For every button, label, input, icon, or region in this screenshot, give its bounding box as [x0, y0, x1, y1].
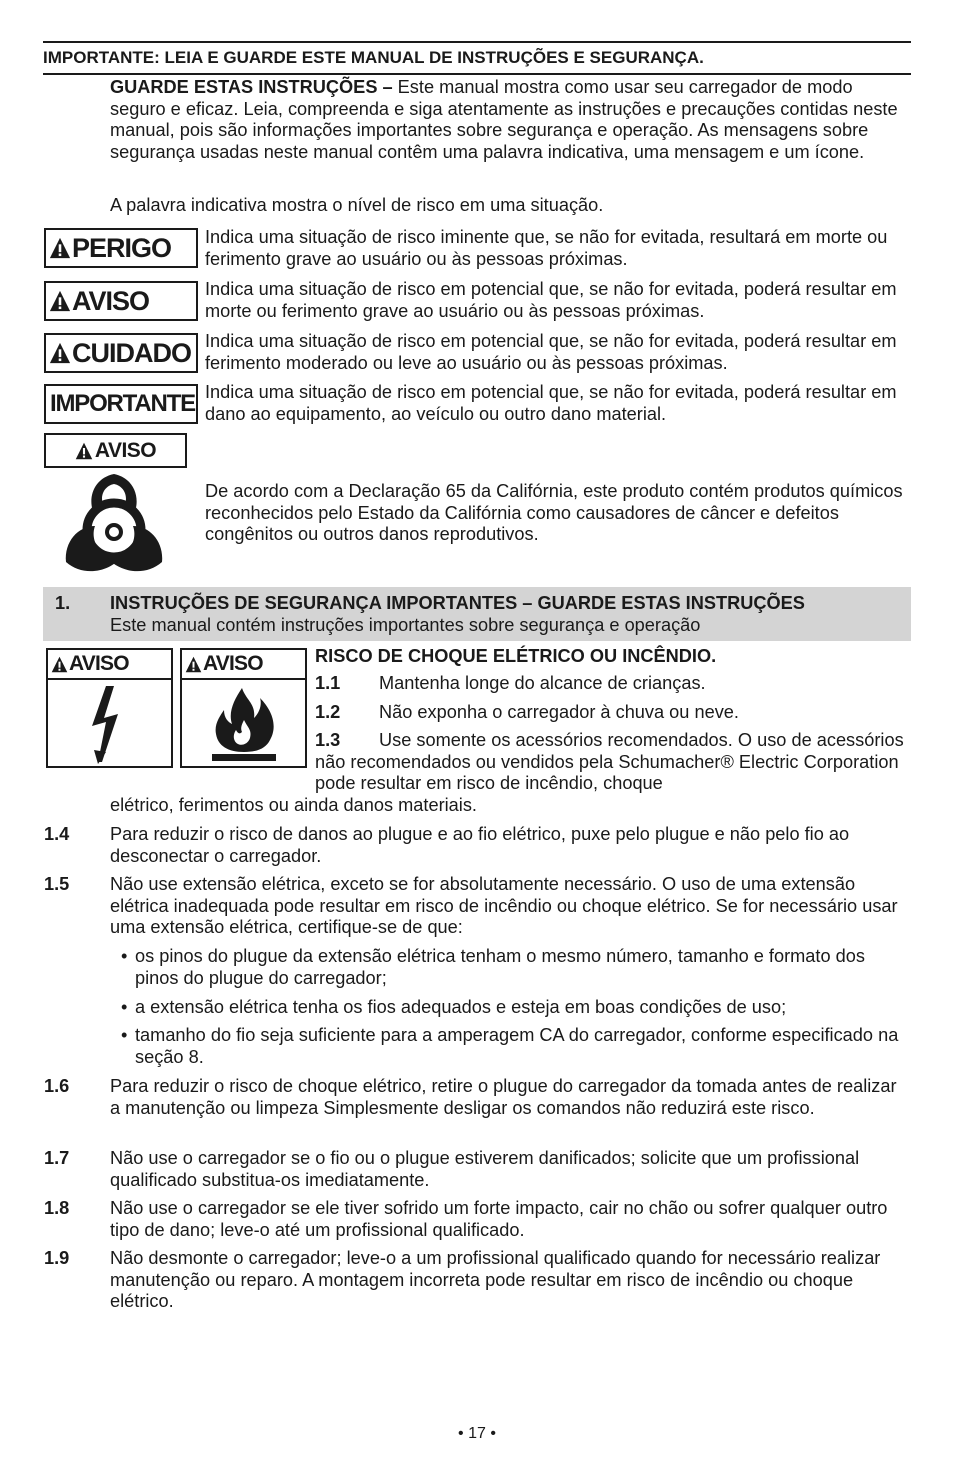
bullet-dot: • — [121, 1025, 128, 1045]
instruction-1-3 — [315, 730, 910, 795]
instruction-text: Não exponha o carregador à chuva ou neve. — [379, 702, 739, 722]
instruction-number: 1.2 — [315, 702, 341, 722]
warning-card-fire — [180, 648, 307, 768]
instruction-number: 1.1 — [315, 673, 341, 693]
instruction-1-4 — [44, 824, 910, 867]
instruction-1-8 — [44, 1198, 910, 1241]
intro-body: Este manual mostra como usar seu carregador de modo seguro e eficaz. Leia, compreenda e siga atentamente as instruções e precauções contidas neste manual, pois são informações importantes sobre segurança e operação. As mensagens sobre segurança usadas neste manual contêm uma palavra indicativa, uma mensagem e um ícone. — [110, 77, 898, 162]
signal-word-importante — [44, 384, 198, 424]
signal-word-label: AVISO — [72, 285, 150, 316]
header-rule — [43, 73, 911, 75]
warning-card-header — [182, 650, 305, 680]
instruction-number: 1.3 — [315, 730, 341, 750]
warning-triangle-icon — [49, 290, 71, 312]
instruction-1-3-continuation: elétrico, ferimentos ou ainda danos materiais. — [110, 795, 477, 815]
signal-text-cuidado: Indica uma situação de risco em potencial que, se não for evitada, poderá resultar em ferimento moderado ou leve ao usuário ou às pessoas próximas. — [205, 331, 897, 373]
instruction-number: 1.4 — [44, 824, 70, 844]
instruction-text: Não use o carregador se ele tiver sofrido um forte impacto, cair no chão ou sofrer qualquer outro tipo de dano; leve-o até um profissional qualificado. — [110, 1198, 888, 1240]
warning-triangle-icon — [49, 342, 71, 364]
instruction-text: Não desmonte o carregador; leve-o a um profissional qualificado quando for necessário realizar manutenção ou reparo. A montagem incorreta pode resultar em risco de incêndio ou choque elétrico. — [110, 1248, 881, 1312]
instruction-1-6 — [44, 1076, 910, 1119]
signal-word-perigo — [44, 228, 198, 268]
intro-lead: GUARDE ESTAS INSTRUÇÕES – — [110, 77, 393, 97]
prop65-text: De acordo com a Declaração 65 da Califórnia, este produto contém produtos químicos reconhecidos pelo Estado da Califórnia como causadores de câncer e defeitos congênitos ou outros danos reprodutivos. — [205, 481, 903, 545]
instruction-text: Não use o carregador se o fio ou o plugue estiverem danificados; solicite que um profissional qualificado substitua-os imediatamente. — [110, 1148, 860, 1190]
instruction-1-2 — [315, 702, 910, 724]
bullet-item — [121, 946, 911, 989]
instruction-1-1 — [315, 673, 910, 695]
instruction-number: 1.5 — [44, 874, 70, 894]
section-subtitle: Este manual contém instruções importantes sobre segurança e operação — [110, 615, 701, 635]
signal-word-cuidado — [44, 333, 198, 373]
warning-card-electric — [46, 648, 173, 768]
signal-intro: A palavra indicativa mostra o nível de risco em uma situação. — [110, 195, 604, 215]
signal-word-aviso — [44, 281, 198, 321]
signal-text-aviso: Indica uma situação de risco em potencial que, se não for evitada, poderá resultar em morte ou ferimento grave ao usuário ou às pessoas próximas. — [205, 279, 897, 321]
section-number: 1. — [55, 593, 71, 613]
bullet-text: os pinos do plugue da extensão elétrica tenham o mesmo número, tamanho e formato dos pinos do plugue do carregador; — [135, 946, 865, 988]
warning-triangle-icon — [51, 656, 68, 673]
bullet-item — [121, 1025, 911, 1068]
instruction-text: Use somente os acessórios recomendados. O uso de acessórios não recomendados ou vendidos pela Schumacher® Electric Corporation pode resultar em risco de incêndio, choque — [315, 730, 904, 794]
warning-card-header — [48, 650, 171, 680]
prop65-aviso-label — [44, 433, 187, 468]
signal-text-importante: Indica uma situação de risco em potencial que, se não for evitada, poderá resultar em dano ao equipamento, ao veículo ou outro dano material. — [205, 382, 897, 424]
risk-title: RISCO DE CHOQUE ELÉTRICO OU INCÊNDIO. — [315, 646, 717, 666]
intro-paragraph — [110, 77, 910, 163]
instruction-number: 1.9 — [44, 1248, 70, 1268]
instruction-text: Mantenha longe do alcance de crianças. — [379, 673, 706, 693]
instruction-text: Não use extensão elétrica, exceto se for absolutamente necessário. O uso de uma extensão elétrica inadequada pode resultar em risco de incêndio ou choque elétrico. Se for necessário usar uma extensão elétrica, certifique-se de que: — [110, 874, 898, 938]
section-title: INSTRUÇÕES DE SEGURANÇA IMPORTANTES – GUARDE ESTAS INSTRUÇÕES — [110, 593, 805, 613]
instruction-number: 1.6 — [44, 1076, 70, 1096]
fire-icon — [182, 680, 305, 766]
warning-card-label: AVISO — [69, 652, 129, 675]
instruction-number: 1.7 — [44, 1148, 70, 1168]
instruction-1-9 — [44, 1248, 910, 1313]
prop65-aviso-text: AVISO — [94, 438, 157, 462]
bullet-text: a extensão elétrica tenha os fios adequados e esteja em boas condições de uso; — [135, 997, 787, 1017]
top-rule — [43, 41, 911, 43]
bullet-text: tamanho do fio seja suficiente para a amperagem CA do carregador, conforme especificado na seção 8. — [135, 1025, 899, 1067]
signal-word-label: CUIDADO — [72, 337, 191, 368]
instruction-number: 1.8 — [44, 1198, 70, 1218]
warning-triangle-icon — [75, 442, 93, 460]
warning-triangle-icon — [49, 237, 71, 259]
page-header-title: IMPORTANTE: LEIA E GUARDE ESTE MANUAL DE INSTRUÇÕES E SEGURANÇA. — [43, 48, 704, 67]
signal-word-label: IMPORTANTE — [50, 390, 195, 417]
instruction-1-7 — [44, 1148, 910, 1191]
instruction-text: Para reduzir o risco de danos ao plugue e ao fio elétrico, puxe pelo plugue e não pelo fio ao desconectar o carregador. — [110, 824, 850, 866]
bullet-dot: • — [121, 997, 128, 1017]
bullet-item — [121, 997, 911, 1019]
warning-triangle-icon — [185, 656, 202, 673]
instruction-text: Para reduzir o risco de choque elétrico, retire o plugue do carregador da tomada antes de realizar a manutenção ou limpeza Simplesmente desligar os comandos não reduzirá este risco. — [110, 1076, 897, 1118]
biohazard-icon — [53, 470, 175, 585]
electric-shock-icon — [48, 680, 171, 766]
signal-text-perigo: Indica uma situação de risco iminente que, se não for evitada, resultará em morte ou ferimento grave ao usuário ou às pessoas próximas. — [205, 227, 888, 269]
warning-card-label: AVISO — [203, 652, 263, 675]
instruction-1-5 — [44, 874, 910, 939]
signal-word-label: PERIGO — [72, 232, 172, 263]
page-number: • 17 • — [458, 1425, 496, 1442]
bullet-dot: • — [121, 946, 128, 966]
